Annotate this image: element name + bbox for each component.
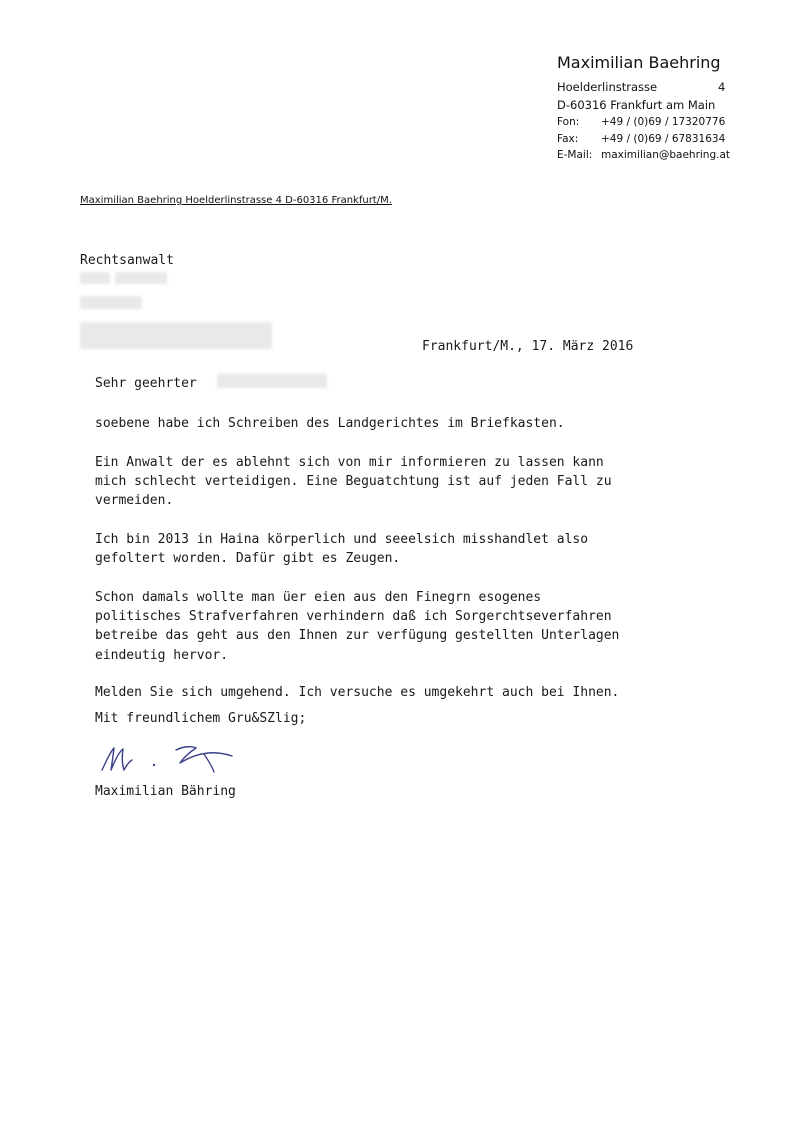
sender-city: D-60316 Frankfurt am Main bbox=[557, 98, 716, 112]
handwritten-signature bbox=[96, 740, 246, 780]
signer-name: Maximilian Bähring bbox=[95, 784, 236, 799]
salutation: Sehr geehrter bbox=[95, 376, 197, 391]
phone-value: +49 / (0)69 / 17320776 bbox=[601, 116, 726, 128]
email-label: E-Mail: bbox=[557, 149, 593, 161]
sender-name: Maximilian Baehring bbox=[557, 53, 721, 72]
recipient-title: Rechtsanwalt bbox=[80, 253, 174, 268]
redacted-recipient-city bbox=[80, 322, 272, 349]
letter-date: Frankfurt/M., 17. März 2016 bbox=[422, 339, 634, 354]
paragraph-2: Ein Anwalt der es ablehnt sich von mir informieren zu lassen kann mich schlecht verteidigen. Eine Beguatchtung ist auf jeden Fall zu vermeiden. bbox=[95, 455, 612, 509]
sender-phone-row bbox=[557, 116, 725, 128]
fax-label: Fax: bbox=[557, 133, 579, 145]
closing-line: Mit freundlichem Gru&SZlig; bbox=[95, 711, 307, 726]
return-address: Maximilian Baehring Hoelderlinstrasse 4 D-60316 Frankfurt/M. bbox=[80, 195, 392, 206]
paragraph-5: Melden Sie sich umgehend. Ich versuche es umgekehrt auch bei Ihnen. bbox=[95, 685, 620, 700]
fax-value: +49 / (0)69 / 67831634 bbox=[601, 133, 726, 145]
redacted-recipient-name-2 bbox=[115, 272, 167, 284]
redacted-recipient-name-1 bbox=[80, 272, 110, 284]
paragraph-4: Schon damals wollte man üer eien aus den Finegrn esogenes politisches Strafverfahren verhindern daß ich Sorgerchtseverfahren betreibe das geht aus den Ihnen zur verfügung gestellten Unterlagen eindeutig hervor. bbox=[95, 590, 620, 663]
sender-fax-row bbox=[557, 133, 725, 145]
redacted-salutation-name bbox=[217, 374, 327, 388]
sender-house-number: 4 bbox=[718, 80, 726, 94]
paragraph-3: Ich bin 2013 in Haina körperlich und seeelsich misshandlet also gefoltert worden. Dafür gibt es Zeugen. bbox=[95, 532, 589, 567]
email-value: maximilian@baehring.at bbox=[601, 149, 731, 161]
phone-label: Fon: bbox=[557, 116, 580, 128]
sender-email-row bbox=[557, 149, 730, 161]
sender-street: Hoelderlinstrasse bbox=[557, 80, 658, 94]
paragraph-1: soebene habe ich Schreiben des Landgerichtes im Briefkasten. bbox=[95, 416, 565, 431]
redacted-recipient-street bbox=[80, 296, 142, 309]
